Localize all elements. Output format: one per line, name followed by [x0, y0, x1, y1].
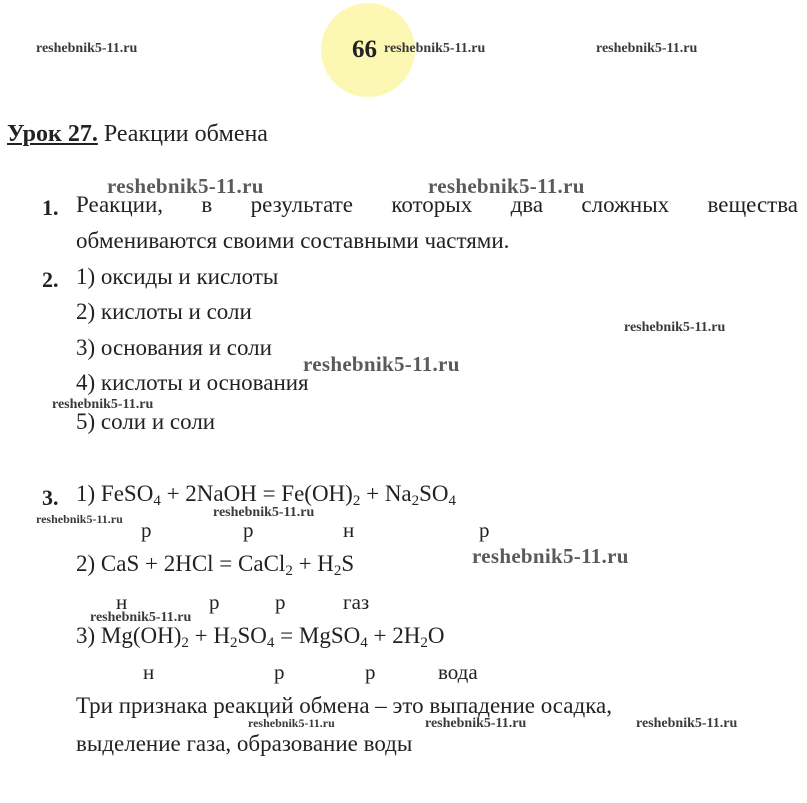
equation-3: 3) $Mg(OH)_2 + H_2SO_4$ = MgSO$_4$ + $2H_2O$: [76, 623, 445, 651]
question-number: 2.: [42, 267, 59, 292]
question-number: 3.: [42, 485, 59, 510]
solubility-label: н: [116, 590, 128, 614]
watermark: reshebnik5-11.ru: [107, 174, 264, 198]
watermark: reshebnik5-11.ru: [636, 716, 738, 731]
conclusion-text: Три признака реакций обмена – это выпадение осадка,: [76, 693, 612, 718]
watermark: reshebnik5-11.ru: [384, 41, 486, 56]
solubility-label: р: [479, 518, 490, 542]
watermark: reshebnik5-11.ru: [425, 716, 527, 731]
list-item: 1) оксиды и кислоты: [76, 264, 279, 289]
answer-text: Реакции, в результате которых два сложных вещества: [76, 192, 798, 217]
solubility-label: газ: [343, 590, 370, 614]
solubility-label: р: [365, 660, 376, 684]
watermark: reshebnik5-11.ru: [428, 174, 585, 198]
solubility-label: р: [209, 590, 220, 614]
solubility-label: р: [274, 660, 285, 684]
equation-2: 2) CaS + 2HCl = CaCl$_2$ + $H_2S$: [76, 551, 355, 579]
watermark: reshebnik5-11.ru: [596, 41, 698, 56]
list-item: 3) основания и соли: [76, 335, 272, 360]
solubility-label: вода: [438, 660, 478, 684]
question-number: 1.: [42, 195, 59, 220]
answer-text: обмениваются своими составными частями.: [76, 228, 510, 253]
conclusion-text: выделение газа, образование воды: [76, 731, 413, 756]
watermark: reshebnik5-11.ru: [472, 544, 629, 568]
list-item: 4) кислоты и основания: [76, 370, 309, 395]
watermark: reshebnik5-11.ru: [303, 352, 460, 376]
lesson-topic: Реакции обмена: [103, 121, 268, 147]
watermark: reshebnik5-11.ru: [36, 41, 138, 56]
watermark: reshebnik5-11.ru: [213, 505, 315, 520]
watermark: reshebnik5-11.ru: [248, 716, 335, 730]
lesson-number: Урок 27.: [7, 121, 98, 147]
watermark: reshebnik5-11.ru: [624, 320, 726, 335]
watermark: reshebnik5-11.ru: [90, 610, 192, 625]
lesson-title: [7, 121, 268, 148]
equation-1: 1) FeSO$_4$ + 2NaOH = $Fe(OH)_2 + Na_2SO_4$: [76, 481, 457, 509]
solubility-label: н: [343, 518, 355, 542]
list-item: 2) кислоты и соли: [76, 299, 252, 324]
solubility-label: р: [275, 590, 286, 614]
page-number: 66: [352, 36, 377, 63]
watermark: reshebnik5-11.ru: [36, 512, 123, 526]
watermark: reshebnik5-11.ru: [52, 397, 154, 412]
list-item: 5) соли и соли: [76, 409, 216, 434]
solubility-label: н: [143, 660, 155, 684]
solubility-label: р: [141, 518, 152, 542]
solubility-label: р: [243, 518, 254, 542]
